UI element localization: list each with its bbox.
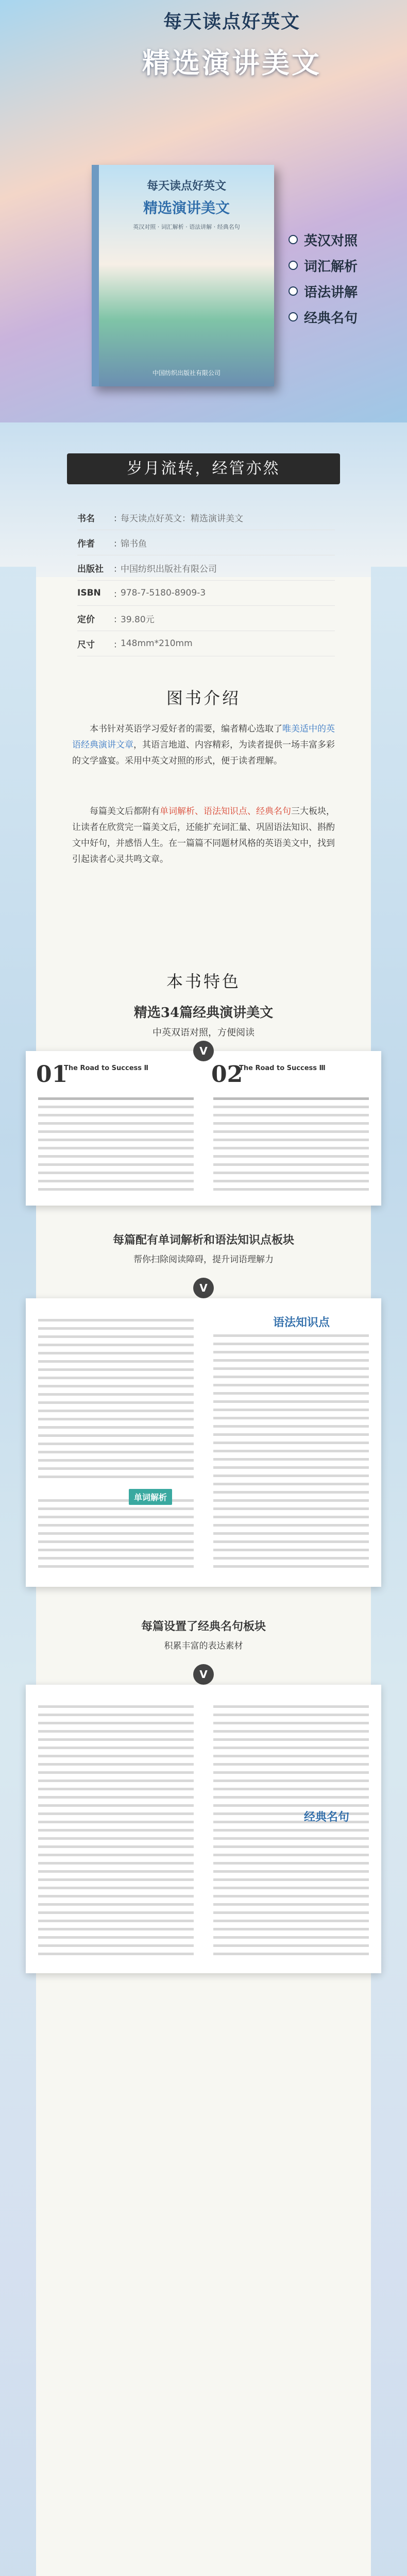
page-right — [206, 1690, 376, 1968]
info-row: 书名 ： 每天读点好英文：精选演讲美文 — [77, 505, 335, 530]
book-subtitle: 英汉对照 · 词汇解析 · 语法讲解 · 经典名句 — [133, 224, 240, 230]
info-row: 出版社 ： 中国纺织出版社有限公司 — [77, 555, 335, 581]
grammar-tag: 语法知识点 — [273, 1316, 330, 1329]
page-right: 02 The Road to Success Ⅲ — [206, 1056, 376, 1200]
feature-item: 词汇解析 — [289, 252, 397, 278]
v-mark-icon: V — [193, 1041, 214, 1061]
v-mark-icon: V — [193, 1664, 214, 1685]
v-mark-icon: V — [193, 1278, 214, 1298]
book-info-table — [77, 505, 335, 656]
bullet-icon — [289, 261, 298, 270]
highlight-3-title: 每篇设置了经典名句板块 — [141, 1620, 266, 1633]
feature-item: 英汉对照 — [289, 227, 397, 252]
banner-title-1: 每天读点好英文 — [163, 11, 300, 32]
intro-title: 图书介绍 — [166, 688, 241, 708]
page-left — [31, 1690, 201, 1968]
feature-list — [289, 227, 397, 330]
banner-title-2: 精选演讲美文 — [142, 46, 321, 79]
highlights-title: 本书特色 — [166, 972, 241, 991]
highlight-1-sub: 中英双语对照，方便阅读 — [152, 1027, 255, 1038]
slogan-strip: 岁月流转，经管亦然 — [67, 453, 340, 484]
info-row: ISBN ： 978-7-5180-8909-3 — [77, 581, 335, 606]
feature-item: 经典名句 — [289, 304, 397, 330]
highlight-3-sub: 积累丰富的表达素材 — [164, 1641, 243, 1651]
bullet-icon — [289, 286, 298, 296]
page-spread-2 — [26, 1298, 381, 1587]
page-right — [206, 1303, 376, 1582]
info-row: 尺寸 ： 148mm*210mm — [77, 631, 335, 656]
highlight-1-title: 精选34篇经典演讲美文 — [133, 1005, 274, 1021]
quotes-tag: 经典名句 — [304, 1810, 350, 1824]
book-publisher: 中国纺织出版社有限公司 — [152, 369, 221, 377]
intro-paragraph-1: 本书针对英语学习爱好者的需要，编者精心选取了唯美适中的英语经典演讲文章，其语言地道、内容精彩，为读者提供一场丰富多彩的文学盛宴。采用中英文对照的形式，便于读者理解。 — [72, 724, 335, 766]
bullet-icon — [289, 235, 298, 244]
info-row: 定价 ： 39.80元 — [77, 606, 335, 631]
page-left: 01 The Road to Success Ⅱ — [31, 1056, 201, 1200]
intro-paragraph-2: 每篇美文后都附有单词解析、语法知识点、经典名句三大板块，让读者在欣赏完一篇美文后，还能扩充词汇量、巩固语法知识、斟酌文中好句，并感悟人生。在一篇篇不同题材风格的英语美文中，找到引起读者心灵共鸣文章。 — [72, 806, 335, 865]
highlight-2-title: 每篇配有单词解析和语法知识点板块 — [112, 1233, 294, 1247]
page-spread-1 — [26, 1051, 381, 1206]
book-title-1: 每天读点好英文 — [146, 179, 226, 193]
feature-item: 语法讲解 — [289, 278, 397, 304]
bullet-icon — [289, 312, 298, 321]
book-title-2: 精选演讲美文 — [143, 199, 230, 216]
info-row: 作者 ： 锦书鱼 — [77, 530, 335, 555]
header-banner — [103, 7, 361, 84]
highlight-2-sub: 帮你扫除阅读障碍，提升词语理解力 — [133, 1255, 274, 1265]
vocab-tag: 单词解析 — [129, 1489, 172, 1505]
page-left — [31, 1303, 201, 1582]
page-spread-3 — [26, 1685, 381, 1973]
book-cover — [92, 165, 274, 386]
